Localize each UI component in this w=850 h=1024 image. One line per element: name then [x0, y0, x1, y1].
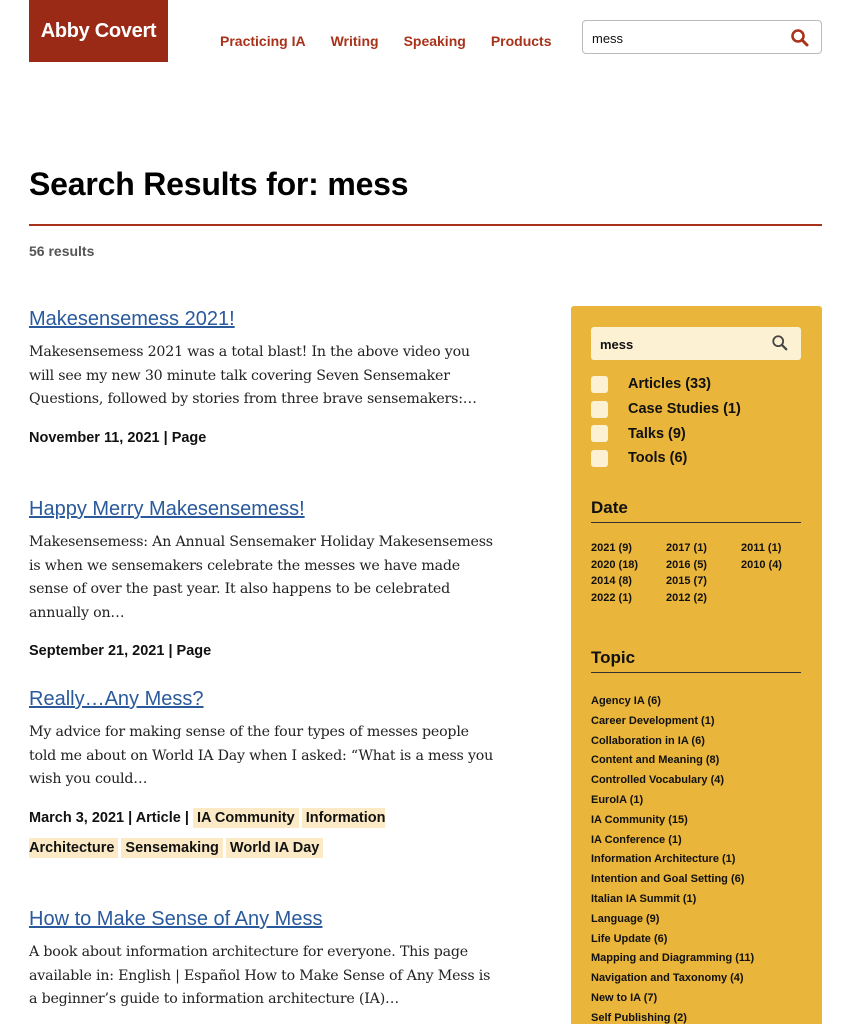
type-filter-articles[interactable] — [591, 372, 741, 397]
checkbox[interactable] — [591, 425, 608, 442]
topic-filter[interactable]: Information Architecture (1) — [591, 853, 736, 866]
topic-filter[interactable]: Mapping and Diagramming (11) — [591, 952, 755, 965]
date-filter[interactable]: 2021 (9) — [591, 542, 632, 554]
topic-filter[interactable]: EuroIA (1) — [591, 793, 644, 806]
nav-speaking[interactable]: Speaking — [403, 33, 466, 49]
date-filter[interactable]: 2011 (1) — [741, 542, 782, 554]
type-filter-label: Articles (33) — [628, 376, 712, 393]
search-icon[interactable] — [790, 28, 810, 48]
topic-filter[interactable]: Content and Meaning (8) — [591, 754, 720, 767]
type-filter-label: Talks (9) — [628, 425, 686, 442]
date-filter[interactable]: 2022 (1) — [591, 591, 632, 604]
topic-filter[interactable]: Intention and Goal Setting (6) — [591, 873, 745, 886]
nav-products[interactable]: Products — [490, 33, 552, 49]
result-meta-text: March 3, 2021 | Article | — [29, 809, 189, 826]
tag-world-ia-day[interactable]: World IA Day — [226, 838, 323, 858]
result-meta: November 11, 2021 | Page — [29, 429, 207, 446]
result-title-link[interactable]: Makesensemess 2021! — [29, 308, 235, 330]
title-divider — [29, 224, 822, 226]
result-count: 56 results — [29, 243, 95, 259]
result-item — [29, 688, 499, 863]
topic-filter[interactable]: Controlled Vocabulary (4) — [591, 774, 725, 787]
date-filter[interactable]: 2016 (5) — [666, 558, 707, 571]
header-search-input[interactable] — [592, 28, 782, 48]
site-logo[interactable]: Abby Covert — [29, 0, 168, 62]
topic-filter[interactable]: New to IA (7) — [591, 991, 658, 1004]
search-icon[interactable] — [771, 334, 789, 352]
result-excerpt: Makesensemess: An Annual Sensemaker Holiday Makesensemess is when we sensemakers celebrate the messes we have made sense of over the past year. It also happens to be celebrated annually on… — [29, 534, 493, 621]
type-filter-talks[interactable] — [591, 421, 741, 446]
type-filters — [591, 372, 741, 471]
topic-filter[interactable]: IA Community (15) — [591, 813, 688, 826]
date-filters — [591, 542, 811, 604]
date-filter[interactable]: 2014 (8) — [591, 575, 632, 587]
result-title-link[interactable]: Really…Any Mess? — [29, 688, 204, 710]
page-title: Search Results for: mess — [29, 166, 409, 202]
date-filter[interactable]: 2010 (4) — [741, 558, 782, 571]
result-item — [29, 498, 499, 666]
tag-ia-community[interactable]: IA Community — [193, 808, 299, 828]
result-excerpt: A book about information architecture for everyone. This page available in: English | Español How to Make Sense of Any Mess is a beginner’s guide to information architecture (IA)… — [29, 944, 491, 1007]
type-filter-case-studies[interactable] — [591, 397, 741, 422]
result-excerpt: My advice for making sense of the four types of messes people told me about on World IA Day when I asked: “What is a mess you wish you could… — [29, 724, 494, 787]
result-meta — [29, 803, 499, 863]
result-title-link[interactable]: How to Make Sense of Any Mess — [29, 908, 323, 930]
topic-filter[interactable]: IA Conference (1) — [591, 833, 682, 846]
type-filter-label: Tools (6) — [628, 450, 688, 467]
type-filter-tools[interactable] — [591, 446, 741, 471]
main-nav — [220, 33, 552, 49]
nav-practicing-ia[interactable]: Practicing IA — [220, 33, 306, 49]
date-heading: Date — [591, 498, 801, 523]
result-item — [29, 308, 499, 453]
filter-sidebar — [571, 306, 822, 1024]
topic-filter[interactable]: Career Development (1) — [591, 714, 715, 727]
date-filter-empty — [741, 592, 816, 604]
result-title-link[interactable]: Happy Merry Makesensemess! — [29, 498, 305, 520]
type-filter-label: Case Studies (1) — [628, 401, 741, 418]
date-filter[interactable]: 2017 (1) — [666, 542, 707, 554]
sidebar-search-box — [591, 327, 801, 360]
nav-writing[interactable]: Writing — [330, 33, 379, 49]
date-filter[interactable]: 2015 (7) — [666, 575, 707, 587]
topic-filter[interactable]: Self Publishing (2) — [591, 1011, 687, 1024]
date-filter-empty — [741, 575, 816, 587]
checkbox[interactable] — [591, 376, 608, 393]
topic-filter[interactable]: Life Update (6) — [591, 932, 668, 945]
result-excerpt: Makesensemess 2021 was a total blast! In the above video you will see my new 30 minute talk covering Seven Sensemaker Questions, followed by stories from three brave sensemakers:… — [29, 344, 477, 407]
topic-filter[interactable]: Language (9) — [591, 912, 660, 925]
topic-heading: Topic — [591, 648, 801, 673]
header-search-box — [582, 20, 822, 54]
topic-filter[interactable]: Collaboration in IA (6) — [591, 734, 705, 747]
topic-filters — [591, 692, 754, 1024]
result-item — [29, 908, 499, 1012]
topic-filter[interactable]: Navigation and Taxonomy (4) — [591, 972, 744, 985]
sidebar-search-input[interactable] — [600, 335, 760, 353]
date-filter[interactable]: 2020 (18) — [591, 558, 639, 571]
result-meta: September 21, 2021 | Page — [29, 643, 212, 659]
topic-filter[interactable]: Agency IA (6) — [591, 695, 661, 707]
tag-information-architecture[interactable]: Information Architecture — [29, 809, 386, 856]
checkbox[interactable] — [591, 450, 608, 467]
topic-filter[interactable]: Italian IA Summit (1) — [591, 892, 697, 905]
tag-sensemaking[interactable]: Sensemaking — [121, 838, 223, 858]
date-filter[interactable]: 2012 (2) — [666, 591, 707, 604]
checkbox[interactable] — [591, 401, 608, 418]
